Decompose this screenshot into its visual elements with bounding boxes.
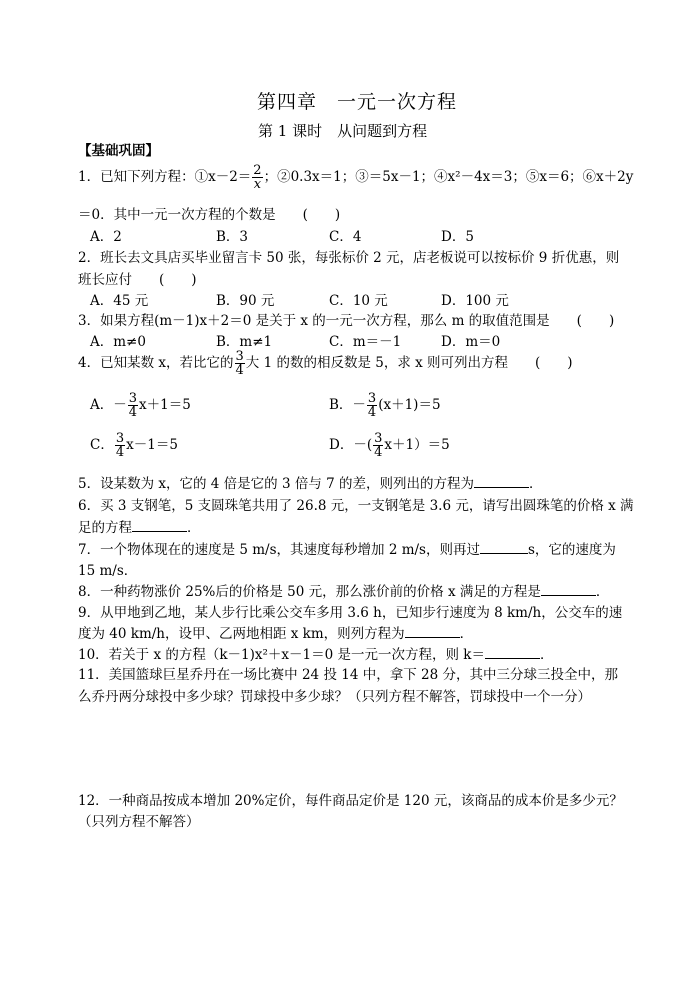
- chapter-title: 第四章 一元一次方程: [257, 91, 458, 113]
- question-9-line1: 9．从甲地到乙地，某人步行比乘公交车多用 3.6 h，已知步行速度为 8 km/h，公交车的速: [78, 605, 623, 621]
- q6-end: ．: [187, 520, 201, 536]
- q6-line2-text: 足的方程: [78, 520, 132, 536]
- q4-option-c-fraction: [115, 432, 125, 459]
- q4-option-a-num: 3: [128, 391, 138, 406]
- question-11-line1: 11．美国篮球巨星乔丹在一场比赛中 24 投 14 中，拿下 28 分，其中三分球三投全中，那: [78, 667, 618, 683]
- question-2-line2: 班长应付 ( ): [78, 272, 197, 288]
- q4-option-a[interactable]: [90, 392, 191, 419]
- q4-fraction: [235, 350, 245, 377]
- q8-text: 8．一种药物涨价 25%后的价格是 50 元，那么涨价前的价格 x 满足的方程是: [78, 584, 541, 600]
- q4-option-c-den: 4: [115, 445, 125, 460]
- q1-fraction: [252, 164, 262, 191]
- q4-option-d-den: 4: [374, 445, 383, 460]
- question-6-line2: [78, 516, 201, 536]
- q2-option-a[interactable]: A．45 元: [90, 293, 149, 309]
- q4-option-a-fraction: [128, 392, 138, 419]
- question-7-line1: [78, 538, 616, 558]
- q4-option-b-den: 4: [367, 405, 377, 420]
- q4-option-d-label: D．－(: [329, 437, 373, 453]
- q4-option-a-rest: x＋1＝5: [139, 397, 191, 413]
- q4-option-b-num: 3: [367, 391, 377, 406]
- q8-end: ．: [595, 584, 610, 600]
- q4-option-c-num: 3: [115, 431, 125, 446]
- question-12-line1: 12．一种商品按成本增加 20%定价，每件商品定价是 120 元，该商品的成本价是多少元？: [78, 793, 623, 809]
- section-label: 【基础巩固】: [78, 143, 159, 159]
- q9-answer-blank[interactable]: [405, 625, 460, 638]
- q2-option-c[interactable]: C．10 元: [329, 293, 388, 309]
- q4-frac-den: 4: [235, 363, 244, 378]
- q7-line1-text: 7．一个物体现在的速度是 5 m/s，其速度每秒增加 2 m/s，则再过: [78, 542, 480, 558]
- q1-option-b[interactable]: B．3: [216, 229, 249, 245]
- q4-option-c-label: C．: [90, 437, 114, 453]
- q3-option-a[interactable]: A．m≠0: [90, 334, 146, 350]
- q4-option-b-rest: (x＋1)＝5: [378, 397, 441, 413]
- question-1-line2: ＝0．其中一元一次方程的个数是 ( ): [78, 207, 341, 223]
- q2-option-d[interactable]: D．100 元: [441, 293, 509, 309]
- q1-option-c[interactable]: C．4: [329, 229, 362, 245]
- q3-option-b[interactable]: B．m≠1: [216, 334, 273, 350]
- q1-option-d[interactable]: D．5: [441, 229, 474, 245]
- q1-post: ；②0.3x＝1；③＝5x－1；④x²－4x＝3；⑤x＝6；⑥x＋2y: [263, 169, 634, 185]
- q10-text: 10．若关于 x 的方程（k－1)x²＋x－1＝0 是一元一次方程，则 k＝: [78, 647, 485, 663]
- q4-option-d-rest: x＋1）＝5: [384, 437, 450, 453]
- q4-option-d-fraction: [373, 432, 383, 459]
- q6-answer-blank[interactable]: [132, 519, 187, 532]
- question-3-line1: 3．如果方程(m－1)x＋2＝0 是关于 x 的一元一次方程，那么 m 的取值范围是 ( ): [78, 313, 615, 329]
- q10-end: ．: [540, 647, 554, 663]
- q3-option-d[interactable]: D．m＝0: [441, 334, 501, 350]
- q4-post: 大 1 的数的相反数是 5，求 x 则可列出方程 ( ): [245, 355, 573, 371]
- q1-frac-num: 2: [253, 163, 262, 178]
- q1-option-a[interactable]: A．2: [90, 229, 122, 245]
- question-6-line1: 6．买 3 支钢笔，5 支圆珠笔共用了 26.8 元，一支钢笔是 3.6 元，请写出圆珠笔的价格 x 满: [78, 498, 634, 514]
- q4-option-c-rest: x－1＝5: [126, 437, 178, 453]
- q4-option-b-fraction: [367, 392, 377, 419]
- q4-option-d-num: 3: [374, 431, 383, 446]
- q5-text: 5．设某数为 x，它的 4 倍是它的 3 倍与 7 的差，则列出的方程为: [78, 476, 475, 492]
- question-1-line1: [78, 164, 633, 191]
- q4-option-a-label: A．－: [90, 397, 127, 413]
- q4-option-b[interactable]: [329, 392, 441, 419]
- q3-option-c[interactable]: C．m＝－1: [329, 334, 402, 350]
- q8-answer-blank[interactable]: [541, 583, 596, 596]
- q1-pre: 1．已知下列方程：①x－2＝: [78, 169, 252, 185]
- q4-pre: 4．已知某数 x，若比它的: [78, 355, 234, 371]
- q1-frac-den: x: [253, 177, 262, 192]
- question-7-line2: 15 m/s．: [78, 563, 138, 579]
- q7-answer-blank[interactable]: [480, 541, 528, 554]
- q4-option-b-label: B．－: [329, 397, 366, 413]
- question-9-line2: [78, 622, 473, 642]
- question-11-line2: 么乔丹两分球投中多少球？罚球投中多少球？（只列方程不解答，罚球投中一个一分）: [78, 689, 591, 705]
- q4-option-d[interactable]: [329, 432, 450, 459]
- question-5: [78, 472, 543, 492]
- q10-answer-blank[interactable]: [485, 646, 540, 659]
- question-4-line1: [78, 350, 573, 377]
- q9-line2-text: 度为 40 km/h，设甲、乙两地相距 x km，则列方程为: [78, 626, 405, 642]
- q4-option-a-den: 4: [128, 405, 138, 420]
- question-12-line2: （只列方程不解答）: [78, 814, 200, 830]
- lesson-title: 第 1 课时 从问题到方程: [258, 122, 428, 140]
- q5-answer-blank[interactable]: [474, 475, 529, 488]
- q4-option-c[interactable]: [90, 432, 178, 459]
- question-10: [78, 643, 554, 663]
- question-2-line1: 2．班长去文具店买毕业留言卡 50 张，每张标价 2 元，店老板说可以按标价 9 折优惠，则: [78, 250, 620, 266]
- question-8: [78, 580, 609, 600]
- q2-option-b[interactable]: B．90 元: [216, 293, 275, 309]
- q7-line1-end: s，它的速度为: [528, 542, 616, 558]
- q9-end: ．: [459, 626, 474, 642]
- q5-end: ．: [529, 476, 543, 492]
- q4-frac-num: 3: [235, 349, 244, 364]
